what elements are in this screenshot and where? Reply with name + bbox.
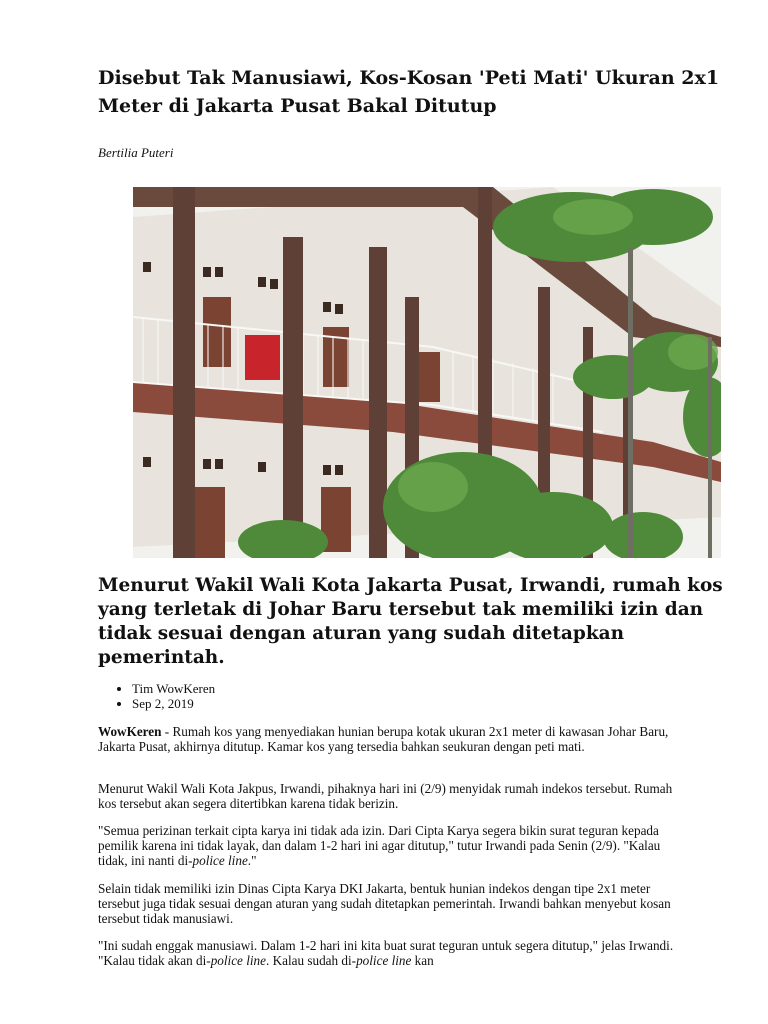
meta-date: • Sep 2, 2019 (132, 696, 215, 711)
article-paragraph-3 (98, 823, 678, 869)
paragraph-5-text-a: "Ini sudah enggak manusiawi. Dalam 1-2 hari ini kita buat surat teguran untuk segera ditutup," jelas Irwandi. "Kalau tidak akan di- (98, 938, 674, 969)
article-author: Bertilia Puteri (98, 145, 174, 160)
paragraph-5-text-c: kan (411, 953, 434, 969)
paragraph-3-text-b: ." (247, 853, 257, 869)
paragraph-1-text: - Rumah kos yang menyediakan hunian berupa kotak ukuran 2x1 meter di kawasan Johar Baru, Jakarta Pusat, akhirnya ditutup. Kamar kos yang tersedia bahkan seukuran dengan peti mati. (98, 724, 669, 755)
article-lead: Menurut Wakil Wali Kota Jakarta Pusat, Irwandi, rumah kos yang terletak di Johar Baru tersebut tak memiliki izin dan tidak sesuai dengan aturan yang sudah ditetapkan pemerintah. (98, 575, 723, 668)
article-title: Disebut Tak Manusiawi, Kos-Kosan 'Peti Mati' Ukuran 2x1 Meter di Jakarta Pusat Bakal Ditutup (98, 67, 720, 117)
paragraph-3-emphasis: police line (192, 853, 248, 869)
brand-name: WowKeren (98, 724, 162, 739)
article-paragraph-2: Menurut Wakil Wali Kota Jakpus, Irwandi, pihaknya hari ini (2/9) menyidak rumah indekos tersebut. Rumah kos tersebut akan segera ditertibkan karena tidak berizin. (98, 781, 673, 812)
paragraph-5-text-b: . Kalau sudah di- (265, 953, 357, 969)
article-paragraph-4: Selain tidak memiliki izin Dinas Cipta Karya DKI Jakarta, bentuk hunian indekos dengan tipe 2x1 meter tersebut juga tidak sesuai dengan aturan yang sudah ditetapkan pemerintah. Irwandi bahkan menyebut kosan tersebut tidak manusiawi. (98, 881, 671, 927)
paragraph-3-text-a: "Semua perizinan terkait cipta karya ini tidak ada izin. Dari Cipta Karya segera bikin surat teguran kepada pemilik karena ini tidak layak, dan dalam 1-2 hari ini agar ditutup," tutur Irwandi pada Senin (2/9). "Kalau tidak, ini nanti di- (98, 823, 661, 869)
article-paragraph-5 (98, 938, 678, 968)
paragraph-5-emphasis-1: police line (210, 953, 266, 969)
article-paragraph-1 (98, 724, 678, 754)
paragraph-5-emphasis-2: police line (356, 953, 412, 969)
meta-source: • Tim WowKeren (132, 681, 215, 696)
article-photo (133, 187, 721, 558)
article-meta (98, 681, 215, 711)
